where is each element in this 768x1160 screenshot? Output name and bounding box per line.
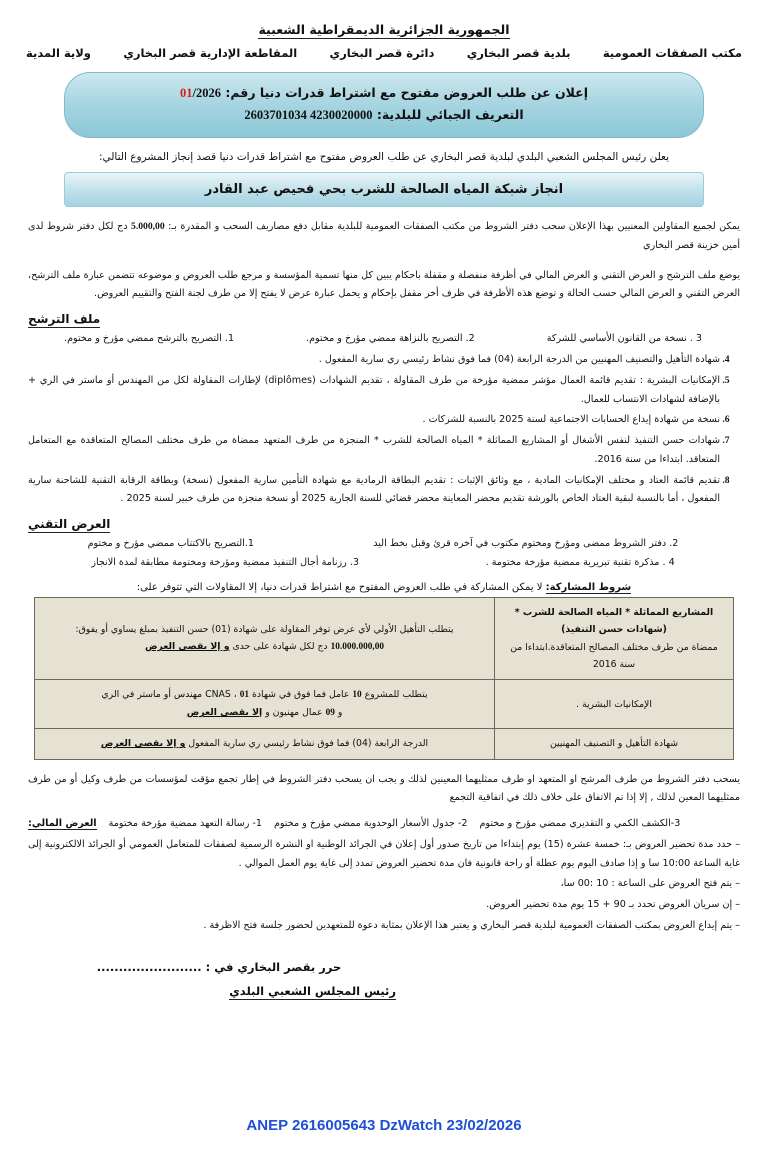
technical-row-1 [28, 534, 738, 553]
admin-entity-office: مكتب الصفقات العمومية [602, 46, 742, 60]
section-heading-technical [28, 517, 740, 531]
signature-title-text: رئيس المجلس الشعبي البلدي [229, 983, 396, 998]
hr-engineer-count: 01 [239, 690, 250, 701]
note-preparation-deadline: – حدد مدة تحضير العروض بـ: خمسة عشرة (15) يوم إبتداءا من تاريخ صدور أول إعلان في الجرائد الوطنية او النشرة الرسمية لصفقات للمتعامل العمومي أو الجرائد الالكترونية إلى غاية الساعة 10:00 سا و إذا صادف اليوم يوم عطلة أو راحة قانونية فان مدة تحضير العروض تمدد إلى غاية يوم العمل الموالي . [28, 839, 740, 869]
condition-value-qualification [35, 729, 495, 759]
min-certificate-rest: دج لكل شهادة على حدى [229, 641, 331, 653]
fiscal-id-value: 4230020000 2603701034 [244, 108, 373, 123]
candidature-item-4: 4. شهادة التأهيل والتصنيف المهنيين من الدرجة الرابعة (04) فما فوق نشاط رئيسي ري سارية المفعول . [28, 351, 720, 370]
human-resources-line-a [44, 686, 485, 704]
hr-mid: عامل فما فوق في شهادة CNAS ، [205, 689, 353, 701]
conditions-heading [28, 582, 740, 593]
banner-line-tender-number [83, 82, 685, 104]
technical-item-3: 3. رزنامة أجال التنفيذ ممضية ومؤرخة ومختومة مطابقة لمدة الانجاز [91, 557, 359, 569]
candidature-item-3: 3 . نسخة من القانون الأساسي للشركة [546, 333, 703, 345]
participation-conditions-table [34, 597, 734, 759]
withdrawal-fee-amount: 5.000,00 [131, 221, 165, 233]
criterion-similar-projects-a: المشاريع المماثلة * المياه الصالحة للشرب * (شهادات حسن التنفيذ) [514, 607, 714, 636]
withdrawal-agent-paragraph: يسحب دفتر الشروط من طرف المرشح او المتعهد او طرف ممثليهما المعينين لذلك و يجب ان يسحب دفتر الشروط في إطار تجمع مؤقت لمؤسسات من طرف وكيل أو من طرف ممثليهما المعين لذلك , إلا إذا تم الاتفاق على خلاف ذلك في اتفاقية التجمع [28, 773, 740, 804]
republic-heading [22, 22, 746, 37]
condition-criterion-qualification [495, 729, 734, 759]
tender-number-separator: / [192, 86, 196, 100]
candidature-heading-text: ملف الترشح [28, 312, 101, 327]
tender-number-banner [64, 72, 704, 138]
condition-criterion-similar-projects [495, 598, 734, 680]
candidature-item-1: 1. التصريح بالترشح ممضي مؤرخ و مختوم. [64, 333, 235, 345]
admin-entity-wilaya: ولاية المدية [26, 46, 91, 60]
signature-title [22, 984, 746, 998]
hr-worker-count: 10 [352, 690, 362, 701]
technical-item-1: 1.التصريح بالاكتتاب ممضي مؤرخ و مختوم [87, 537, 255, 549]
project-title-box: انجاز شبكة المياه الصالحة للشرب بحي فحيص عبد القادر [64, 172, 704, 207]
admin-entity-district: المقاطعة الإدارية قصر البخاري [123, 46, 298, 60]
tender-year: 2026 [195, 86, 221, 100]
technical-items-list [28, 534, 738, 572]
exclusion-warning-1: و إلا يقصى العرض [144, 641, 230, 653]
qualification-value-pre: الدرجة الرابعة (04) فما فوق نشاط رئيسي ري سارية المفعول [185, 738, 429, 750]
republic-text: الجمهورية الجزائرية الديمقراطية الشعبية [258, 22, 510, 37]
withdrawal-paragraph [28, 218, 740, 255]
condition-value-human-resources [35, 680, 495, 729]
technical-item-2: 2. دفتر الشروط ممضى ومؤرخ ومختوم مكتوب في آخره قرئ وقبل بخط اليد [373, 537, 679, 549]
condition-criterion-human-resources [495, 680, 734, 729]
note-validity-period: – إن سريان العروض تحدد بـ 90 + 15 يوم مدة تحضير العروض. [486, 899, 740, 911]
section-heading-candidature [28, 312, 740, 326]
table-row [35, 729, 734, 759]
administrative-hierarchy [26, 46, 742, 60]
financial-offer-row [28, 818, 740, 830]
withdrawal-text-b: دج لكل دفتر شروط لدى أمين خزينة قصر البخاري [28, 221, 740, 251]
condition-value-line-a: يتطلب التأهيل الأولي لأي عرض توفر المقاولة على شهادة (01) حسن التنفيذ بمبلغ يساوي أو يفوق: [75, 623, 454, 635]
candidature-item-8: 8. تقديم قائمة العتاد و مختلف الإمكانيات المادية ، مع وثائق الإثبات : تقديم البطاقة الرمادية مع شهادة التأمين سارية المفعول (نسخة) وبطاقة الرقابة التقنية للشاحنة سارية المفعول ، أما بالنسبة لبقية العتاد الخاص بالورشة تقديم محضر المعاينة محضر قضائي للسنة الجارية 2025 أو نسخة منجزة من طرف خبير لسنة 2025 . [28, 472, 720, 509]
candidature-items-list [28, 351, 736, 509]
admin-entity-commune: بلدية قصر البخاري [466, 46, 571, 60]
human-resources-line-b [44, 704, 485, 722]
candidature-item-2: 2. التصريح بالنزاهة ممضي مؤرخ و مختوم. [306, 333, 475, 345]
hr-skilled-worker-count: 09 [325, 708, 335, 719]
fiscal-id-label: التعريف الجبائي للبلدية: [372, 107, 524, 123]
technical-row-2 [28, 553, 738, 572]
candidature-item-5: 5. الإمكانيات البشرية : تقديم قائمة العمال مؤشر ممضية مؤرخة من طرف المقاولة ، تقديم الشهادات (diplômes) لإطارات المقاولة لكل من المهندس أو ماستر في الري + بالإضافة لشهادات الانتساب للعمال. [28, 372, 720, 409]
signature-block [22, 960, 746, 998]
technical-heading-text: العرض التقني [28, 516, 111, 531]
note-opening-time: – يتم فتح العروض على الساعة : 10 :00 سا، [560, 878, 740, 890]
banner-line-fiscal-id [83, 104, 685, 126]
table-row [35, 680, 734, 729]
criterion-qualification-text: شهادة التأهيل و التصنيف المهنيين [549, 738, 679, 750]
financial-item-1: 1- رسالة التعهد ممضية مؤرخة مختومة [108, 818, 262, 830]
deadline-notes-list [28, 836, 740, 936]
admin-entity-daira: دائرة قصر البخاري [329, 46, 435, 60]
announcement-intro: يعلن رئيس المجلس الشعبي البلدي لبلدية قصر البخاري عن طلب العروض مفتوح مع اشتراط قدرات دنيا قصد إنجاز المشروع التالي: [98, 150, 670, 163]
financial-offer-label: العرض المالي: [28, 818, 97, 830]
criterion-similar-projects-b: ممضاة من طرف مختلف المصالح المتعاقدة.ابتداءا من سنة 2016 [510, 641, 718, 670]
criterion-human-resources-text: الإمكانيات البشرية . [576, 698, 652, 710]
technical-item-4: 4 . مذكرة تقنية تبريرية ممضية مؤرخة مختومة . [485, 557, 675, 569]
condition-value-similar-projects [35, 598, 495, 680]
tender-sequence-number: 01 [180, 86, 193, 100]
conditions-note: لا يمكن المشاركة في طلب العروض المفتوح مع اشتراط قدرات دنيا، إلا المقاولات التي تتوفر على: [136, 582, 543, 594]
hr-pre: يتطلب للمشروع [361, 689, 428, 701]
candidature-item-6: 6. نسخة من شهادة إيداع الحسابات الاجتماعية لسنة 2025 بالنسبة للشركات . [28, 411, 720, 430]
signature-place-date: حرر بقصر البخاري في : ........................ [96, 959, 342, 974]
candidature-first-row [28, 329, 738, 348]
table-row [35, 598, 734, 680]
hr-b-pre: و [334, 707, 343, 719]
anep-footer: ANEP 2616005643 DzWatch 23/02/2026 [246, 1117, 522, 1134]
exclusion-warning-3: و إلا يقصى العرض [100, 738, 186, 750]
hr-b-mid: عمال مهنيون و [262, 707, 326, 719]
min-certificate-amount: 10.000.000,00 [330, 642, 385, 653]
financial-item-2: 2- جدول الأسعار الوحدوية ممضي مؤرخ و مختوم [273, 818, 468, 830]
note-submission-place: – يتم إيداع العروض بمكتب الصفقات العمومية لبلدية قصر البخاري و يعتبر هذا الإعلان بمثابة دعوة للمتعهدين لحضور جلسة فتح الاظرفة . [203, 919, 740, 931]
hr-post: مهندس أو ماستر في الري [101, 689, 206, 701]
document-page [0, 22, 768, 1160]
candidature-item-7: 7. شهادات حسن التنفيذ لنفس الأشغال أو المشاريع المماثلة * المياه الصالحة للشرب * المنجزة من طرف المتعهد ممضاة من طرف مختلف المصالح المتعاقدة مع المتعامل المتعاقد. ابتداءا من سنة 2016. [28, 432, 720, 469]
exclusion-warning-2: إلا يقصى العرض [186, 707, 263, 719]
conditions-label: شروط المشاركة: [545, 582, 632, 594]
withdrawal-text-a: يمكن لجميع المقاولين المعنيين بهذا الإعلان سحب دفتر الشروط من مكتب الصفقات العمومية للبلدية مقابل دفع مصاريف السحب و المقدرة بـ: [164, 221, 740, 233]
financial-item-3: 3-الكشف الكمي و التقديري ممضي مؤرخ و مختوم [479, 818, 681, 830]
envelope-paragraph: يوضع ملف الترشح و العرض التقني و العرض المالي في أظرفة منفصلة و مقفلة باحكام يبين كل منها تسمية المؤسسة و مرجع طلب العروض و موضوعه تتضمن عبارة ملف الترشح، العرض التقني و العرض المالي حسب الحالة و توضع هذه الأظرفة في ظرف أخر مقفل بإحكام و يحمل عبارة عرض لا يفتح إلا من طرف لجنة الفتح والتقييم العروض. [28, 269, 740, 300]
banner-label-prefix: إعلان عن طلب العروض مفتوح مع اشتراط قدرات دنيا رقم: [220, 85, 588, 100]
condition-value-line-b [44, 638, 485, 656]
